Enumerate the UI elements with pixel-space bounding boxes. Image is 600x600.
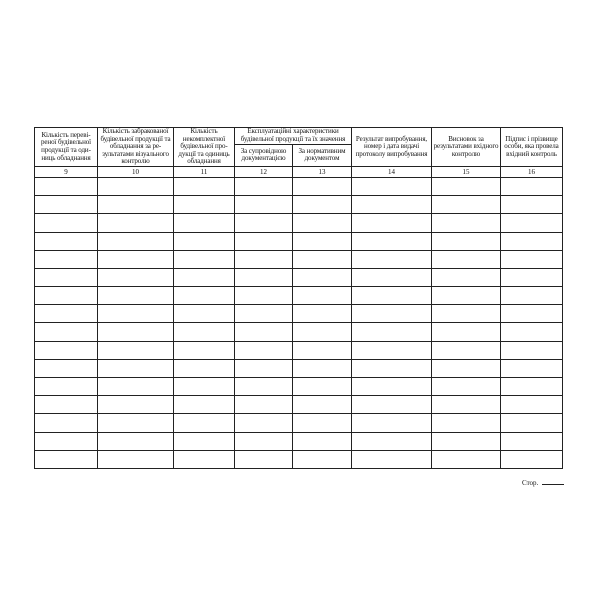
table-cell[interactable]: [35, 177, 98, 195]
table-cell[interactable]: [432, 287, 501, 305]
table-cell[interactable]: [352, 341, 432, 359]
table-cell[interactable]: [501, 214, 563, 232]
table-cell[interactable]: [235, 287, 293, 305]
column-number: 12: [235, 166, 293, 177]
table-cell[interactable]: [235, 323, 293, 341]
header-col-15: Висновок за результатами вхідного контролю: [432, 128, 501, 167]
table-cell[interactable]: [432, 232, 501, 250]
table-cell[interactable]: [501, 196, 563, 214]
table-cell[interactable]: [432, 214, 501, 232]
table-cell[interactable]: [235, 450, 293, 468]
table-cell[interactable]: [293, 177, 352, 195]
table-cell[interactable]: [293, 414, 352, 432]
table-cell[interactable]: [501, 250, 563, 268]
table-cell[interactable]: [235, 232, 293, 250]
table-cell[interactable]: [174, 250, 235, 268]
table-cell[interactable]: [501, 341, 563, 359]
table-cell[interactable]: [174, 341, 235, 359]
table-cell[interactable]: [432, 305, 501, 323]
table-cell[interactable]: [432, 450, 501, 468]
table-row: [35, 432, 563, 450]
table-cell[interactable]: [293, 305, 352, 323]
table-cell[interactable]: [98, 177, 174, 195]
table-cell[interactable]: [235, 396, 293, 414]
table-cell[interactable]: [501, 287, 563, 305]
table-cell[interactable]: [174, 287, 235, 305]
header-col-14: Результат випробування, номер і дата видачі протоколу випробування: [352, 128, 432, 167]
table-cell[interactable]: [98, 396, 174, 414]
table-cell[interactable]: [293, 450, 352, 468]
table-cell[interactable]: [98, 287, 174, 305]
table-cell[interactable]: [352, 432, 432, 450]
table-cell[interactable]: [293, 250, 352, 268]
table-cell[interactable]: [235, 305, 293, 323]
table-cell[interactable]: [174, 359, 235, 377]
register-table: [34, 127, 563, 469]
table-cell[interactable]: [174, 414, 235, 432]
table-cell[interactable]: [174, 378, 235, 396]
table-cell[interactable]: [432, 177, 501, 195]
table-cell[interactable]: [98, 268, 174, 286]
table-cell[interactable]: [352, 232, 432, 250]
table-cell[interactable]: [174, 268, 235, 286]
table-cell[interactable]: [293, 341, 352, 359]
table-cell[interactable]: [293, 396, 352, 414]
table-cell[interactable]: [293, 214, 352, 232]
table-row: [35, 250, 563, 268]
page-number-label: [522, 478, 564, 487]
table-cell[interactable]: [432, 396, 501, 414]
table-cell[interactable]: [293, 287, 352, 305]
table-cell[interactable]: [235, 359, 293, 377]
header-row-top: [35, 128, 563, 145]
table-cell[interactable]: [174, 232, 235, 250]
table-cell[interactable]: [174, 196, 235, 214]
table-cell[interactable]: [98, 378, 174, 396]
table-cell[interactable]: [98, 341, 174, 359]
table-cell[interactable]: [293, 232, 352, 250]
column-number: 10: [98, 166, 174, 177]
column-number-row: [35, 166, 563, 177]
table-cell[interactable]: [235, 250, 293, 268]
table-cell[interactable]: [432, 268, 501, 286]
table-cell[interactable]: [35, 323, 98, 341]
table-cell[interactable]: [432, 414, 501, 432]
table-cell[interactable]: [293, 323, 352, 341]
table-cell[interactable]: [352, 359, 432, 377]
table-cell[interactable]: [35, 432, 98, 450]
table-cell[interactable]: [352, 287, 432, 305]
table-cell[interactable]: [35, 396, 98, 414]
table-cell[interactable]: [174, 432, 235, 450]
table-cell[interactable]: [174, 305, 235, 323]
header-col-16: Підпис і прізвище особи, яка провела вхідний контроль: [501, 128, 563, 167]
table-cell[interactable]: [432, 359, 501, 377]
table-cell[interactable]: [35, 287, 98, 305]
table-cell[interactable]: [98, 359, 174, 377]
table-cell[interactable]: [235, 268, 293, 286]
table-cell[interactable]: [293, 359, 352, 377]
column-number: 14: [352, 166, 432, 177]
table-cell[interactable]: [352, 250, 432, 268]
table-cell[interactable]: [501, 378, 563, 396]
table-cell[interactable]: [501, 359, 563, 377]
table-cell[interactable]: [432, 341, 501, 359]
table-cell[interactable]: [293, 268, 352, 286]
table-cell[interactable]: [501, 268, 563, 286]
table-cell[interactable]: [174, 450, 235, 468]
table-row: [35, 287, 563, 305]
table-cell[interactable]: [352, 450, 432, 468]
table-cell[interactable]: [174, 177, 235, 195]
table-cell[interactable]: [174, 396, 235, 414]
column-number: 11: [174, 166, 235, 177]
table-cell[interactable]: [98, 214, 174, 232]
table-cell[interactable]: [432, 323, 501, 341]
table-cell[interactable]: [352, 414, 432, 432]
table-cell[interactable]: [293, 378, 352, 396]
table-cell[interactable]: [235, 432, 293, 450]
table-cell[interactable]: [432, 432, 501, 450]
table-cell[interactable]: [35, 359, 98, 377]
page-number-blank[interactable]: [542, 478, 564, 485]
table-cell[interactable]: [501, 414, 563, 432]
table-cell[interactable]: [352, 396, 432, 414]
table-cell[interactable]: [352, 323, 432, 341]
header-col-9: Кількість переві- реної будівельної продукції та оди- ниць обладнання: [35, 128, 98, 167]
header-col-12: За супровідною документацією: [235, 144, 293, 166]
table-cell[interactable]: [98, 432, 174, 450]
table-cell[interactable]: [501, 177, 563, 195]
column-number: 15: [432, 166, 501, 177]
table-cell[interactable]: [98, 414, 174, 432]
column-number: 13: [293, 166, 352, 177]
table-cell[interactable]: [501, 305, 563, 323]
table-cell[interactable]: [432, 250, 501, 268]
table-cell[interactable]: [35, 268, 98, 286]
table-row: [35, 177, 563, 195]
table-cell[interactable]: [98, 450, 174, 468]
header-group-characteristics: Експлуатаційні характеристики будівельної продукції та їх значення: [235, 128, 352, 145]
table-cell[interactable]: [235, 196, 293, 214]
table-cell[interactable]: [98, 305, 174, 323]
table-body: [35, 177, 563, 468]
table-cell[interactable]: [235, 378, 293, 396]
table-cell[interactable]: [98, 250, 174, 268]
table-cell[interactable]: [35, 414, 98, 432]
page-label-text: Стор.: [522, 479, 539, 487]
table-row: [35, 214, 563, 232]
table-cell[interactable]: [35, 196, 98, 214]
table-cell[interactable]: [98, 323, 174, 341]
table-cell[interactable]: [352, 196, 432, 214]
table-cell[interactable]: [501, 432, 563, 450]
table-cell[interactable]: [98, 196, 174, 214]
table-row: [35, 232, 563, 250]
table-cell[interactable]: [432, 378, 501, 396]
table-cell[interactable]: [174, 323, 235, 341]
table-cell[interactable]: [235, 341, 293, 359]
table-cell[interactable]: [352, 214, 432, 232]
column-number: 16: [501, 166, 563, 177]
table-row: [35, 414, 563, 432]
table-cell[interactable]: [501, 232, 563, 250]
table-cell[interactable]: [174, 214, 235, 232]
header-col-13: За нормативним документом: [293, 144, 352, 166]
table-cell[interactable]: [35, 250, 98, 268]
table-row: [35, 378, 563, 396]
table-row: [35, 323, 563, 341]
table-cell[interactable]: [35, 305, 98, 323]
table-cell[interactable]: [235, 214, 293, 232]
table-cell[interactable]: [35, 214, 98, 232]
table-cell[interactable]: [501, 396, 563, 414]
table-cell[interactable]: [35, 450, 98, 468]
table-cell[interactable]: [235, 177, 293, 195]
table-row: [35, 268, 563, 286]
table-cell[interactable]: [352, 268, 432, 286]
table-row: [35, 359, 563, 377]
table-cell[interactable]: [432, 196, 501, 214]
header-col-10: Кількість забракованої будівельної продукції та обладнання за ре- зультатами візуального контролю: [98, 128, 174, 167]
table-cell[interactable]: [35, 341, 98, 359]
table-cell[interactable]: [293, 196, 352, 214]
table-cell[interactable]: [293, 432, 352, 450]
table-cell[interactable]: [352, 177, 432, 195]
table-cell[interactable]: [352, 305, 432, 323]
table-cell[interactable]: [501, 323, 563, 341]
table-cell[interactable]: [352, 378, 432, 396]
header-col-11: Кількість некомплектної будівельної про- дукції та одиниць обладнання: [174, 128, 235, 167]
table-row: [35, 450, 563, 468]
table-cell[interactable]: [98, 232, 174, 250]
table-cell[interactable]: [235, 414, 293, 432]
table-row: [35, 341, 563, 359]
table-row: [35, 305, 563, 323]
column-number: 9: [35, 166, 98, 177]
table-cell[interactable]: [501, 450, 563, 468]
table-row: [35, 396, 563, 414]
table-cell[interactable]: [35, 378, 98, 396]
table-cell[interactable]: [35, 232, 98, 250]
table-row: [35, 196, 563, 214]
